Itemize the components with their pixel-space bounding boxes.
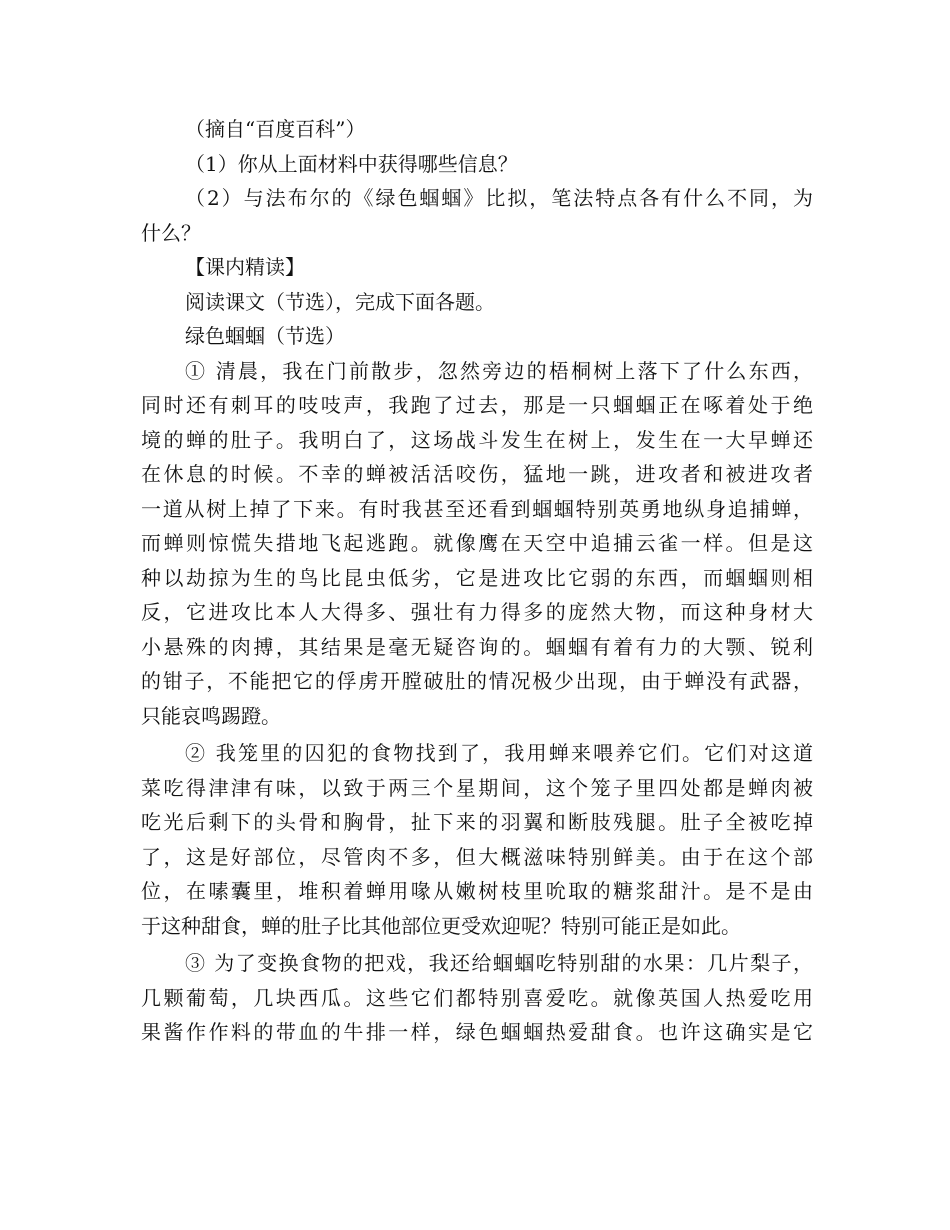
- text-line: （1）你从上面材料中获得哪些信息？: [185, 151, 518, 176]
- text-line: 【课内精读】: [185, 255, 305, 279]
- text-line: 菜吃得津津有味，以致于两三个星期间，这个笼子里四处都是蝉肉被: [141, 775, 813, 800]
- text-line: 果酱作作料的带血的牛排一样，绿色蝈蝈热爱甜食。也许这确实是它: [141, 1020, 813, 1044]
- text-line: 反，它进攻比本人大得多、强壮有力得多的庞然大物，而这种身材大: [141, 600, 813, 624]
- text-line: 一道从树上掉了下来。有时我甚至还看到蝈蝈特别英勇地纵身追捕蝉，: [141, 496, 813, 521]
- text-line: 在休息的时候。不幸的蝉被活活咬伤，猛地一跳，进攻者和被进攻者: [141, 462, 813, 486]
- text-line: 绿色蝈蝈（节选）: [185, 324, 345, 348]
- text-line: 了，这是好部位，尽管肉不多，但大概滋味特别鲜美。由于在这个部: [141, 844, 813, 869]
- text-line: 位，在嗉囊里，堆积着蝉用喙从嫩树枝里吮取的糖浆甜汁。是不是由: [141, 879, 813, 903]
- text-line: ② 我笼里的囚犯的食物找到了，我用蝉来喂养它们。它们对这道: [185, 741, 813, 765]
- text-line: 而蝉则惊慌失措地飞起逃跑。就像鹰在天空中追捕云雀一样。但是这: [141, 531, 813, 555]
- text-line: 同时还有刺耳的吱吱声，我跑了过去，那是一只蝈蝈正在啄着处于绝: [141, 393, 813, 417]
- text-line: 境的蝉的肚子。我明白了，这场战斗发生在树上，发生在一大早蝉还: [141, 427, 813, 452]
- text-line: 于这种甜食，蝉的肚子比其他部位更受欢迎呢？特别可能正是如此。: [141, 913, 741, 938]
- text-line: 什么？: [141, 220, 201, 245]
- text-line: ① 清晨，我在门前散步，忽然旁边的梧桐树上落下了什么东西，: [185, 358, 813, 383]
- text-line: 几颗葡萄，几块西瓜。这些它们都特别喜爱吃。就像英国人热爱吃用: [141, 985, 813, 1010]
- text-line: 的钳子，不能把它的俘虏开膛破肚的情况极少出现，由于蝉没有武器，: [141, 669, 813, 693]
- text-line: （2）与法布尔的《绿色蝈蝈》比拟，笔法特点各有什么不同，为: [185, 186, 813, 210]
- text-line: 只能哀鸣踢蹬。: [141, 703, 281, 728]
- text-line: 种以劫掠为生的鸟比昆虫低劣，它是进攻比它弱的东西，而蝈蝈则相: [141, 565, 813, 590]
- document-body: [141, 112, 813, 1050]
- text-line: ③ 为了变换食物的把戏，我还给蝈蝈吃特别甜的水果：几片梨子，: [185, 951, 813, 975]
- text-line: （摘自“百度百科”）: [185, 117, 366, 141]
- text-line: 阅读课文（节选），完成下面各题。: [185, 289, 495, 314]
- text-line: 小悬殊的肉搏，其结果是毫无疑咨询的。蝈蝈有着有力的大颚、锐利: [141, 634, 813, 659]
- text-line: 吃光后剩下的头骨和胸骨，扯下来的羽翼和断肢残腿。肚子全被吃掉: [141, 810, 813, 834]
